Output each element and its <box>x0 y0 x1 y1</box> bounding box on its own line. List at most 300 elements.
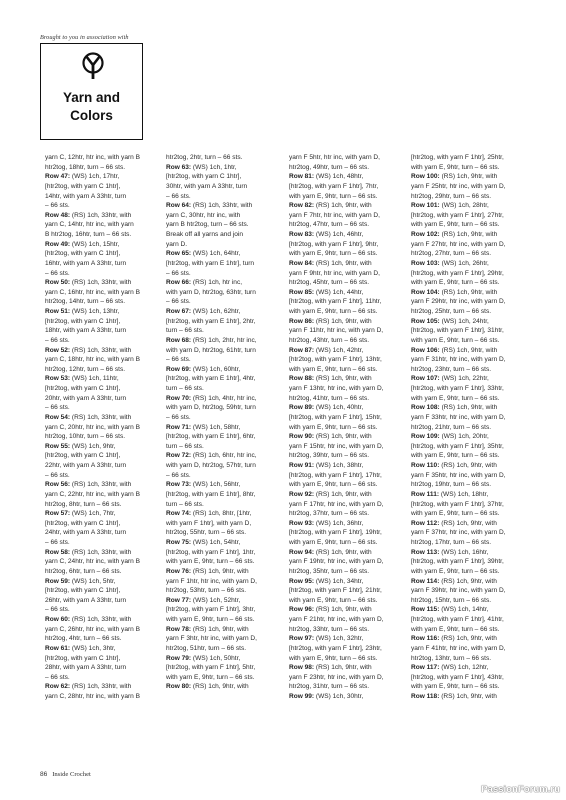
pattern-line <box>289 374 407 384</box>
yarn-logo-icon <box>81 52 105 80</box>
pattern-line <box>411 163 529 173</box>
pattern-line <box>411 480 529 490</box>
row-text: 30htr, with yarn A 33htr, turn <box>166 182 248 190</box>
row-text: (RS) 1ch, 33htr, with <box>70 548 132 556</box>
magazine-title: Inside Crochet <box>52 771 91 778</box>
pattern-line <box>45 461 163 471</box>
pattern-line <box>289 596 407 606</box>
pattern-line <box>45 172 163 182</box>
row-label: Row 99: <box>289 693 315 700</box>
row-label: Row 102: <box>411 231 440 238</box>
pattern-line <box>289 557 407 567</box>
pattern-line <box>411 644 529 654</box>
row-text: yarn C, 30htr, htr inc, with <box>166 211 241 219</box>
pattern-line <box>45 240 163 250</box>
row-label: Row 81: <box>289 173 315 181</box>
pattern-line <box>289 355 407 365</box>
pattern-line <box>45 346 163 356</box>
row-text: (WS) 1ch, 52htr, <box>191 596 241 604</box>
row-text: [htr2tog, with yarn F 1htr], 7htr, <box>289 182 379 190</box>
pattern-line <box>166 509 284 519</box>
pattern-line <box>166 384 284 394</box>
row-text: (RS) 1ch, 9htr, with <box>439 462 497 469</box>
pattern-line <box>45 596 163 606</box>
row-text: [htr2tog, with yarn C 1htr], <box>45 250 121 258</box>
pattern-line <box>45 557 163 567</box>
row-label: Row 52: <box>45 346 71 354</box>
row-text: (WS) 1ch, 56htr, <box>191 481 241 489</box>
row-text: with yarn F 1htr], with yarn D, <box>166 519 252 527</box>
row-text: with yarn E, 9htr, turn – 66 sts. <box>289 192 378 200</box>
pattern-line <box>166 528 284 538</box>
row-text: [htr2tog, with yarn C 1htr], <box>45 452 121 460</box>
pattern-line <box>45 211 163 221</box>
row-text: (RS) 1ch, 9htr, with <box>314 375 372 383</box>
row-text: – 66 sts. <box>45 269 70 277</box>
pattern-line <box>411 346 529 356</box>
pattern-line <box>289 259 407 269</box>
pattern-line <box>289 307 407 317</box>
row-text: with yarn E, 9htr, turn – 66 sts. <box>411 510 500 518</box>
pattern-line <box>45 307 163 317</box>
pattern-line <box>411 528 529 538</box>
pattern-line <box>289 394 407 404</box>
row-text: [htr2tog, with yarn F 1htr], 13htr, <box>289 356 382 364</box>
pattern-line <box>289 509 407 519</box>
pattern-line <box>45 288 163 298</box>
pattern-line <box>411 182 529 192</box>
pattern-line <box>411 634 529 644</box>
row-label: Row 98: <box>289 664 315 672</box>
row-text: yarn C, 22htr, htr inc, with yarn B <box>45 490 140 498</box>
pattern-line <box>289 317 407 327</box>
pattern-line <box>45 269 163 279</box>
pattern-line <box>45 692 163 702</box>
row-text: [htr2tog, with yarn C 1htr], <box>45 317 121 325</box>
pattern-line <box>289 336 407 346</box>
pattern-line <box>166 663 284 673</box>
row-label: Row 59: <box>45 577 71 585</box>
pattern-line <box>45 365 163 375</box>
pattern-line <box>411 519 529 529</box>
row-label: Row 77: <box>166 596 192 604</box>
pattern-line <box>45 605 163 615</box>
row-text: htr2tog, 45htr, turn – 66 sts. <box>289 279 370 287</box>
pattern-line <box>411 153 529 163</box>
row-text: (WS) 1ch, 36htr, <box>314 519 364 527</box>
row-text: 16htr, with yarn A 33htr, turn <box>45 259 127 267</box>
row-text: with yarn E, 9htr, turn – 66 sts. <box>289 308 378 315</box>
pattern-line <box>411 625 529 635</box>
row-text: [htr2tog, with yarn F 1htr], 19htr, <box>289 529 382 537</box>
row-text: with yarn D, htr2tog, 63htr, turn <box>166 288 256 296</box>
pattern-line <box>166 557 284 567</box>
pattern-line <box>45 278 163 288</box>
pattern-line <box>411 211 529 221</box>
pattern-line <box>411 423 529 433</box>
pattern-line <box>166 163 284 173</box>
row-text: htr2tog, 35htr, turn – 66 sts. <box>289 567 370 575</box>
pattern-line <box>289 586 407 596</box>
row-text: yarn B htr2tog, turn – 66 sts. <box>166 221 249 229</box>
row-text: with yarn E, 9htr, turn – 66 sts. <box>289 365 378 373</box>
row-text: (WS) 1ch, 24htr, <box>439 317 489 325</box>
row-label: Row 114: <box>411 577 440 585</box>
row-text: htr2tog, 12htr, turn – 66 sts. <box>45 365 126 373</box>
row-label: Row 58: <box>45 548 71 556</box>
pattern-line <box>166 278 284 288</box>
row-text: 28htr, with yarn A 33htr, turn <box>45 664 127 672</box>
row-label: Row 47: <box>45 173 71 181</box>
row-text: with yarn E, 9htr, turn – 66 sts. <box>411 394 500 402</box>
row-text: [htr2tog, with yarn F 1htr], 31htr, <box>411 327 504 335</box>
pattern-line <box>289 230 407 240</box>
row-text: with yarn D, htr2tog, 59htr, turn <box>166 404 256 412</box>
row-text: (RS) 1ch, 9htr, with <box>439 346 498 354</box>
row-text: – 66 sts. <box>166 269 191 277</box>
row-label: Row 115: <box>411 606 440 614</box>
pattern-line <box>45 634 163 644</box>
row-text: with yarn E, 9htr, turn – 66 sts. <box>289 596 378 604</box>
pattern-line <box>45 230 163 240</box>
pattern-line <box>166 403 284 413</box>
pattern-line <box>45 317 163 327</box>
row-label: Row 113: <box>411 548 440 556</box>
pattern-line <box>289 461 407 471</box>
pattern-line <box>289 519 407 529</box>
row-text: with yarn E, 9htr, turn – 66 sts. <box>289 250 378 258</box>
pattern-line <box>289 663 407 673</box>
row-label: Row 70: <box>166 394 192 402</box>
pattern-line <box>411 307 529 317</box>
row-text: (RS) 1ch, 4htr, htr inc, <box>191 394 257 402</box>
row-label: Row 107: <box>411 375 440 383</box>
row-text: yarn F 9htr, htr inc, with yarn D, <box>289 269 380 277</box>
row-text: (RS) 1ch, 9htr, with <box>439 288 498 296</box>
pattern-line <box>45 249 163 259</box>
pattern-line <box>166 317 284 327</box>
pattern-line <box>411 201 529 211</box>
row-label: Row 96: <box>289 606 315 614</box>
row-label: Row 65: <box>166 250 192 258</box>
row-text: with yarn D, htr2tog, 61htr, turn <box>166 346 256 354</box>
row-label: Row 56: <box>45 481 71 489</box>
row-label: Row 105: <box>411 317 440 325</box>
pattern-line <box>411 567 529 577</box>
row-text: htr2tog, 41htr, turn – 66 sts. <box>289 394 370 402</box>
pattern-line <box>166 182 284 192</box>
row-text: yarn F 27htr, htr inc, with yarn D, <box>411 240 506 248</box>
pattern-line <box>45 201 163 211</box>
pattern-line <box>411 577 529 587</box>
row-text: [htr2tog, with yarn F 1htr], 15htr, <box>289 413 382 421</box>
row-text: htr2tog, 8htr, turn – 66 sts. <box>45 500 122 508</box>
row-text: (WS) 1ch, 50htr, <box>191 654 241 662</box>
row-text: htr2tog, 53htr, turn – 66 sts. <box>166 587 247 595</box>
pattern-line <box>289 654 407 664</box>
row-text: [htr2tog, with yarn F 1htr], 41htr, <box>411 616 504 623</box>
pattern-line <box>289 240 407 250</box>
row-label: Row 86: <box>289 317 315 325</box>
pattern-line <box>166 577 284 587</box>
row-text: (WS) 1ch, 18htr, <box>439 490 489 498</box>
row-text: [htr2tog, with yarn F 1htr], 5htr, <box>166 664 256 672</box>
row-text: (RS) 1ch, 9htr, with <box>439 231 498 238</box>
row-text: htr2tog, 37htr, turn – 66 sts. <box>289 510 370 518</box>
row-label: Row 90: <box>289 433 315 441</box>
pattern-line <box>45 423 163 433</box>
pattern-line <box>289 220 407 230</box>
pattern-line <box>289 192 407 202</box>
pattern-line <box>411 432 529 442</box>
pattern-line <box>166 548 284 558</box>
row-text: [htr2tog, with yarn F 1htr], 27htr, <box>411 211 504 219</box>
pattern-column-3 <box>289 153 407 702</box>
row-label: Row 80: <box>166 683 192 691</box>
row-text: (RS) 1ch, 9htr, with <box>439 404 498 412</box>
row-text: (WS) 1ch, 42htr, <box>314 346 364 354</box>
row-label: Row 94: <box>289 548 315 556</box>
pattern-line <box>289 451 407 461</box>
row-text: (WS) 1ch, 46htr, <box>314 231 364 238</box>
row-label: Row 112: <box>411 519 440 527</box>
row-text: yarn F 1htr, htr inc, with yarn D, <box>166 577 257 585</box>
pattern-line <box>45 182 163 192</box>
row-text: [htr2tog, with yarn C 1htr], <box>45 587 121 595</box>
pattern-line <box>166 673 284 683</box>
pattern-line <box>45 297 163 307</box>
pattern-line <box>166 240 284 250</box>
row-text: (RS) 1ch, 9htr, with <box>314 490 372 498</box>
row-label: Row 61: <box>45 644 71 652</box>
row-text: (WS) 1ch, 11htr, <box>70 375 119 383</box>
pattern-line <box>289 365 407 375</box>
pattern-line <box>411 682 529 692</box>
pattern-line <box>45 673 163 683</box>
pattern-line <box>289 278 407 288</box>
pattern-line <box>45 654 163 664</box>
row-text: [htr2tog, with yarn F 1htr], 39htr, <box>411 558 504 566</box>
row-text: [htr2tog, with yarn F 1htr], 11htr, <box>289 298 382 306</box>
pattern-line <box>166 471 284 481</box>
pattern-line <box>166 519 284 529</box>
pattern-line <box>411 336 529 346</box>
pattern-line <box>45 500 163 510</box>
pattern-line <box>166 432 284 442</box>
pattern-line <box>289 634 407 644</box>
row-label: Row 67: <box>166 308 192 315</box>
pattern-line <box>411 240 529 250</box>
row-label: Row 92: <box>289 490 315 498</box>
pattern-line <box>411 249 529 259</box>
row-text: [htr2tog, with yarn F 1htr], 37htr, <box>411 500 504 508</box>
pattern-line <box>45 355 163 365</box>
pattern-line <box>166 220 284 230</box>
row-text: [htr2tog, with yarn C 1htr], <box>45 385 121 392</box>
pattern-line <box>289 326 407 336</box>
row-text: yarn F 23htr, htr inc, with yarn D, <box>289 673 384 681</box>
row-text: yarn F 17htr, htr inc, with yarn D, <box>289 500 384 508</box>
row-text: (WS) 1ch, 32htr, <box>314 635 364 643</box>
row-text: (RS) 1ch, 6htr, htr inc, <box>191 452 257 460</box>
pattern-line <box>411 673 529 683</box>
row-label: Row 88: <box>289 375 315 383</box>
pattern-line <box>166 615 284 625</box>
row-text: (WS) 1ch, 54htr, <box>191 539 241 546</box>
row-text: (RS) 1ch, 33htr, with <box>70 346 132 354</box>
row-text: 20htr, with yarn A 33htr, turn <box>45 394 127 402</box>
row-text: htr2tog, 27htr, turn – 66 sts. <box>411 250 492 258</box>
row-text: (WS) 1ch, 60htr, <box>191 365 241 373</box>
row-label: Row 97: <box>289 635 315 643</box>
pattern-line <box>411 692 529 702</box>
row-text: (WS) 1ch, 28htr, <box>439 202 489 210</box>
row-label: Row 108: <box>411 404 440 412</box>
pattern-line <box>411 490 529 500</box>
row-text: htr2tog, 23htr, turn – 66 sts. <box>411 365 492 373</box>
pattern-line <box>166 413 284 423</box>
pattern-line <box>289 211 407 221</box>
pattern-line <box>411 538 529 548</box>
pattern-line <box>166 230 284 240</box>
row-text: yarn F 7htr, htr inc, with yarn D, <box>289 211 380 219</box>
pattern-line <box>411 355 529 365</box>
row-label: Row 49: <box>45 240 71 248</box>
row-label: Row 75: <box>166 539 192 546</box>
pattern-line <box>166 269 284 279</box>
row-text: yarn F 13htr, htr inc, with yarn D, <box>289 385 384 392</box>
row-text: – 66 sts. <box>45 606 70 614</box>
logo-text-line2: Colors <box>70 108 113 123</box>
row-text: – 66 sts. <box>45 471 70 479</box>
pattern-line <box>289 432 407 442</box>
row-text: (RS) 1ch, 9htr, with <box>314 664 372 672</box>
row-text: (WS) 1ch, 40htr, <box>314 404 364 412</box>
pattern-line <box>45 163 163 173</box>
row-text: [htr2tog, with yarn E 1htr], 4htr, <box>166 375 256 383</box>
row-text: (RS) 1ch, 9htr, with <box>439 577 497 585</box>
row-label: Row 48: <box>45 211 71 219</box>
row-text: turn – 66 sts. <box>166 500 204 508</box>
row-text: yarn F 25htr, htr inc, with yarn D, <box>411 182 506 190</box>
row-label: Row 106: <box>411 346 440 354</box>
pattern-line <box>411 259 529 269</box>
row-label: Row 100: <box>411 173 440 181</box>
pattern-line <box>45 413 163 423</box>
pattern-line <box>289 644 407 654</box>
pattern-line <box>289 182 407 192</box>
row-text: (RS) 1ch, htr inc, <box>191 279 243 287</box>
pattern-line <box>166 201 284 211</box>
pattern-line <box>411 365 529 375</box>
row-text: [htr2tog, with yarn F 1htr], 9htr, <box>289 240 379 248</box>
row-text: [htr2tog, with yarn F 1htr], 35htr, <box>411 442 504 450</box>
pattern-line <box>166 654 284 664</box>
row-text: (WS) 1ch, 64htr, <box>191 250 241 258</box>
pattern-line <box>166 192 284 202</box>
pattern-line <box>166 586 284 596</box>
pattern-line <box>289 528 407 538</box>
row-label: Row 62: <box>45 683 71 691</box>
row-text: [htr2tog, with yarn F 1htr], 29htr, <box>411 269 504 277</box>
row-label: Row 54: <box>45 413 71 421</box>
yarn-and-colors-logo <box>40 43 143 140</box>
row-text: – 66 sts. <box>166 413 191 421</box>
pattern-line <box>45 471 163 481</box>
pattern-line <box>411 326 529 336</box>
row-text: (WS) 1ch, 12htr, <box>439 664 489 672</box>
row-label: Row 83: <box>289 231 315 238</box>
row-text: yarn F 37htr, htr inc, with yarn D, <box>411 529 506 537</box>
row-label: Row 104: <box>411 288 440 296</box>
pattern-line <box>45 451 163 461</box>
row-text: [htr2tog, with yarn F 1htr], 3htr, <box>166 606 256 614</box>
pattern-line <box>166 490 284 500</box>
row-label: Row 95: <box>289 577 315 585</box>
row-label: Row 69: <box>166 365 192 373</box>
pattern-line <box>289 567 407 577</box>
pattern-line <box>289 172 407 182</box>
row-text: yarn F 3htr, htr inc, with yarn D, <box>166 635 257 643</box>
row-label: Row 53: <box>45 375 71 383</box>
row-text: [htr2tog, with yarn F 1htr], 25htr, <box>411 154 504 161</box>
pattern-line <box>166 644 284 654</box>
row-text: [htr2tog, with yarn C 1htr], <box>166 173 242 181</box>
row-text: (RS) 1ch, 33htr, with <box>70 616 132 623</box>
pattern-line <box>45 326 163 336</box>
row-text: (WS) 1ch, 30htr, <box>314 693 364 700</box>
row-label: Row 82: <box>289 202 315 210</box>
pattern-line <box>166 605 284 615</box>
pattern-line <box>411 586 529 596</box>
row-label: Row 101: <box>411 202 440 210</box>
row-text: htr2tog, 47htr, turn – 66 sts. <box>289 221 370 229</box>
watermark: PassionForum.ru <box>481 784 560 795</box>
row-text: with yarn E, 9htr, turn – 66 sts. <box>166 673 255 681</box>
pattern-line <box>45 259 163 269</box>
row-text: 26htr, with yarn A 33htr, turn <box>45 596 127 604</box>
row-text: with yarn E, 9htr, turn – 66 sts. <box>289 481 378 489</box>
pattern-line <box>289 346 407 356</box>
pattern-line <box>411 394 529 404</box>
row-text: (WS) 1ch, 20htr, <box>439 433 489 441</box>
row-text: htr2tog, 2htr, turn – 66 sts. <box>166 154 243 161</box>
pattern-line <box>411 384 529 394</box>
pattern-line <box>411 374 529 384</box>
pattern-line <box>166 394 284 404</box>
pattern-line <box>45 615 163 625</box>
pattern-line <box>411 278 529 288</box>
row-text: yarn C, 26htr, htr inc, with yarn B <box>45 625 140 633</box>
row-text: (RS) 1ch, 9htr, with <box>191 567 249 575</box>
row-text: [htr2tog, with yarn F 1htr], 33htr, <box>411 385 504 392</box>
pattern-line <box>166 442 284 452</box>
row-text: (RS) 1ch, 2htr, htr inc, <box>191 336 257 344</box>
pattern-line <box>289 615 407 625</box>
pattern-line <box>411 615 529 625</box>
row-label: Row 50: <box>45 279 71 287</box>
sponsor-credit: Brought to you in association with <box>40 34 129 41</box>
pattern-line <box>411 297 529 307</box>
pattern-line <box>289 413 407 423</box>
pattern-line <box>411 509 529 519</box>
pattern-line <box>45 374 163 384</box>
row-text: (WS) 1ch, 38htr, <box>314 462 364 469</box>
row-text: (RS) 1ch, 8htr, [1htr, <box>191 510 252 518</box>
pattern-line <box>166 326 284 336</box>
row-text: [htr2tog, with yarn E 1htr], 8htr, <box>166 490 256 498</box>
row-text: (RS) 1ch, 9htr, with <box>314 606 372 614</box>
